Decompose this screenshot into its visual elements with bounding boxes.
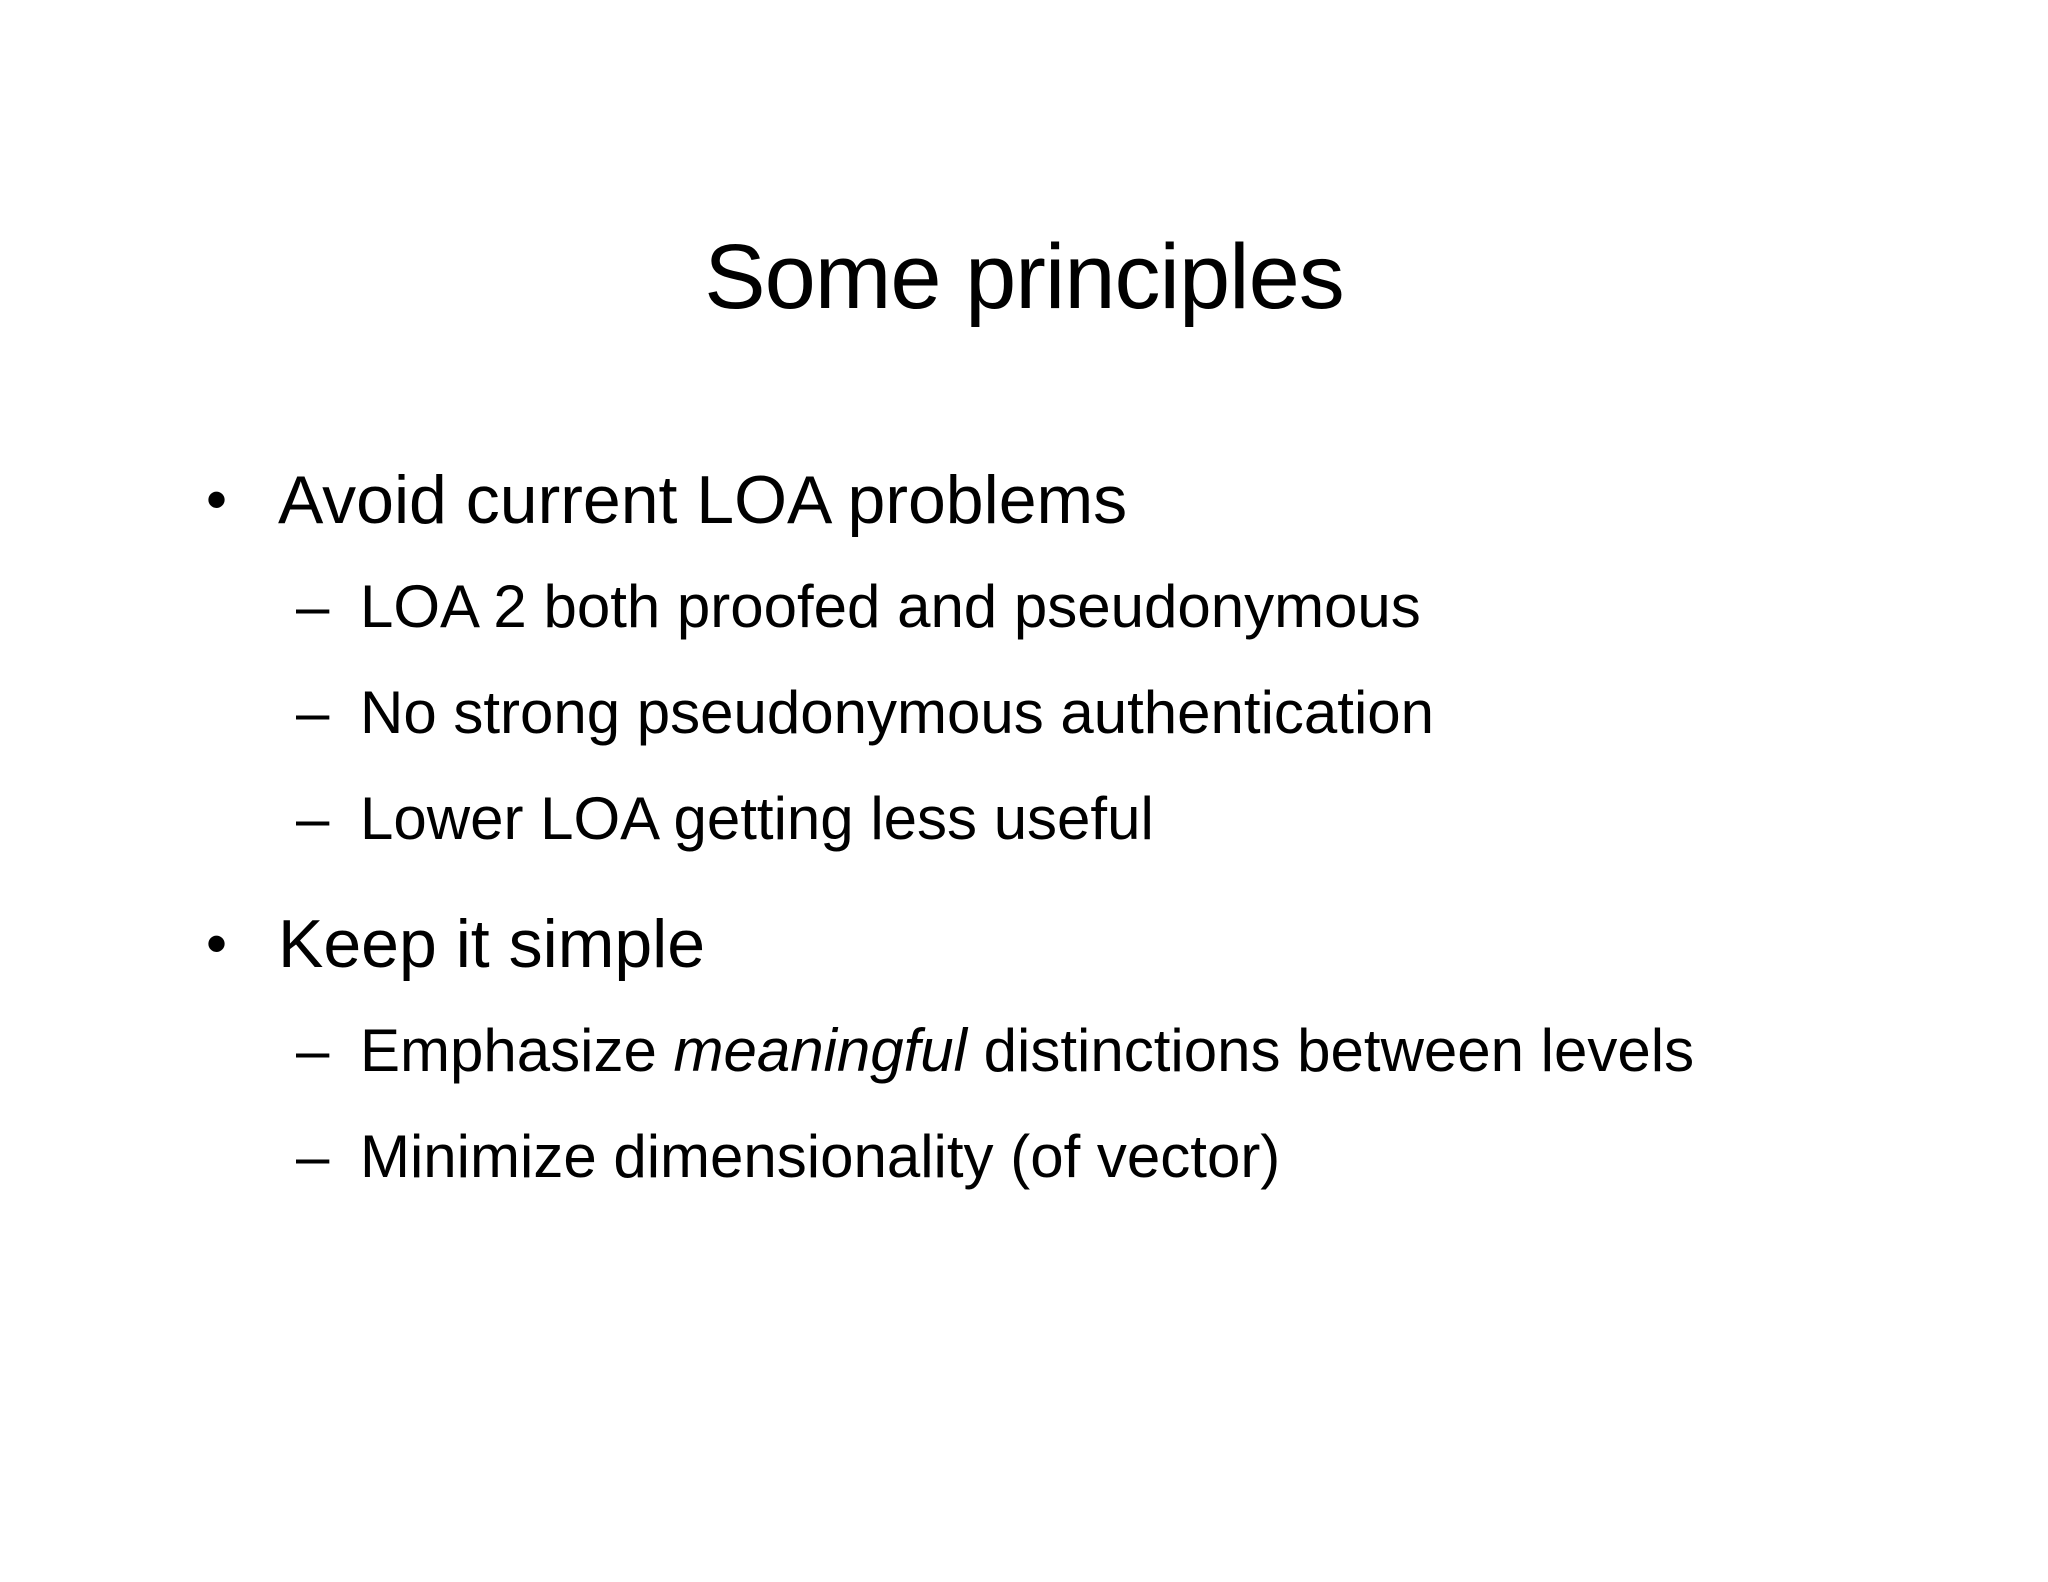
bullet-row [206, 890, 1986, 998]
sub-bullet-item [206, 554, 1986, 660]
sub-bullet-item [206, 1104, 1986, 1210]
bullet-icon: • [206, 910, 228, 977]
dash-icon: – [296, 573, 330, 640]
bullet-text: Keep it simple [278, 906, 706, 982]
sub-bullet-text-before: Emphasize [360, 1017, 674, 1084]
emphasized-word: meaningful [673, 1017, 968, 1084]
sub-bullet-text: No strong pseudonymous authentication [360, 679, 1435, 746]
sub-bullet-text [360, 998, 1694, 1104]
sub-bullet-item [206, 660, 1986, 766]
sub-bullet-text-after: distinctions between levels [967, 1017, 1695, 1084]
bullet-icon: • [206, 466, 228, 533]
sub-bullet-list [206, 998, 1986, 1210]
dash-icon: – [296, 1017, 330, 1084]
dash-icon: – [296, 785, 330, 852]
bullet-item [206, 890, 1986, 1210]
sub-bullet-text: LOA 2 both proofed and pseudonymous [360, 573, 1421, 640]
sub-bullet-list [206, 554, 1986, 872]
sub-bullet-text: Minimize dimensionality (of vector) [360, 1123, 1281, 1190]
dash-icon: – [296, 679, 330, 746]
bullet-row [206, 446, 1986, 554]
bullet-text: Avoid current LOA problems [278, 462, 1128, 538]
dash-icon: – [296, 1123, 330, 1190]
slide-title: Some principles [704, 226, 1344, 328]
sub-bullet-item [206, 766, 1986, 872]
bullet-item [206, 446, 1986, 872]
bullet-list [206, 446, 1986, 1228]
sub-bullet-text: Lower LOA getting less useful [360, 785, 1154, 852]
sub-bullet-item [206, 998, 1986, 1104]
